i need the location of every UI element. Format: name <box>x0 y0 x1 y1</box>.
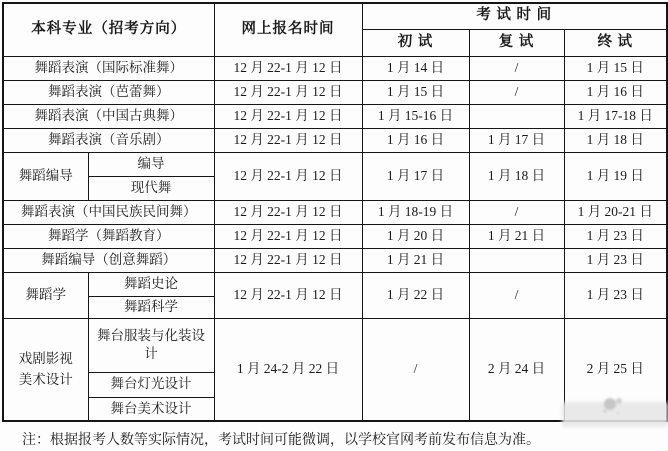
final-test-cell: 1 月 15 日 <box>564 56 667 80</box>
direction-cell: 舞蹈科学 <box>88 296 214 318</box>
registration-cell: 1 月 24-2 月 22 日 <box>214 318 362 421</box>
direction-cell: 舞台服装与化装设计 <box>88 318 214 372</box>
initial-test-cell: 1 月 22 日 <box>362 272 469 318</box>
direction-cell: 现代舞 <box>88 176 214 200</box>
initial-test-cell: 1 月 15 日 <box>362 80 469 104</box>
final-test-cell: 1 月 16 日 <box>564 80 667 104</box>
initial-test-cell: 1 月 14 日 <box>362 56 469 80</box>
exam-schedule-table <box>2 2 668 422</box>
second-test-cell: / <box>469 80 564 104</box>
direction-cell: 编导 <box>88 152 214 176</box>
registration-cell: 12 月 22-1 月 12 日 <box>214 224 362 248</box>
major-label: 戏剧影视美术设计 <box>18 350 73 388</box>
registration-cell: 12 月 22-1 月 12 日 <box>214 200 362 224</box>
final-test-cell: 2 月 25 日 <box>564 318 667 421</box>
final-test-cell: 1 月 17-18 日 <box>564 104 667 128</box>
final-test-cell: 1 月 23 日 <box>564 272 667 318</box>
initial-test-cell: 1 月 17 日 <box>362 152 469 200</box>
final-test-cell: 1 月 23 日 <box>564 224 667 248</box>
registration-cell: 12 月 22-1 月 12 日 <box>214 128 362 152</box>
second-test-cell: / <box>469 272 564 318</box>
initial-test-cell: 1 月 15-16 日 <box>362 104 469 128</box>
registration-cell: 12 月 22-1 月 12 日 <box>214 152 362 200</box>
final-test-cell: 1 月 19 日 <box>564 152 667 200</box>
second-test-cell <box>469 248 564 272</box>
registration-cell: 12 月 22-1 月 12 日 <box>214 104 362 128</box>
footnote: 注：根据报考人数等实际情况，考试时间可能微调，以学校官网考前发布信息为准。 <box>22 433 540 448</box>
major-cell: 舞蹈学（舞蹈教育） <box>3 224 214 248</box>
header-final-test: 终 试 <box>564 29 667 56</box>
initial-test-cell: 1 月 16 日 <box>362 128 469 152</box>
second-test-cell: / <box>469 56 564 80</box>
initial-test-cell: / <box>362 318 469 421</box>
major-cell: 舞蹈表演（音乐剧） <box>3 128 214 152</box>
major-cell: 舞蹈表演（中国古典舞） <box>3 104 214 128</box>
initial-test-cell: 1 月 20 日 <box>362 224 469 248</box>
final-test-cell: 1 月 18 日 <box>564 128 667 152</box>
registration-cell: 12 月 22-1 月 12 日 <box>214 248 362 272</box>
header-initial-test: 初 试 <box>362 29 469 56</box>
initial-test-cell: 1 月 21 日 <box>362 248 469 272</box>
registration-cell: 12 月 22-1 月 12 日 <box>214 56 362 80</box>
major-cell: 舞蹈编导（创意舞蹈） <box>3 248 214 272</box>
major-cell: 舞蹈编导 <box>3 152 88 200</box>
second-test-cell: 1 月 21 日 <box>469 224 564 248</box>
watermark-icon <box>604 398 616 410</box>
direction-cell: 舞台灯光设计 <box>88 372 214 397</box>
registration-cell: 12 月 22-1 月 12 日 <box>214 272 362 318</box>
major-cell: 舞蹈表演（国际标准舞） <box>3 56 214 80</box>
major-cell: 舞蹈表演（中国民族民间舞） <box>3 200 214 224</box>
header-second-test: 复 试 <box>469 29 564 56</box>
second-test-cell: / <box>469 200 564 224</box>
major-cell: 舞蹈表演（芭蕾舞） <box>3 80 214 104</box>
direction-cell: 舞蹈史论 <box>88 272 214 296</box>
major-cell <box>3 318 88 421</box>
registration-cell: 12 月 22-1 月 12 日 <box>214 80 362 104</box>
header-registration: 网上报名时间 <box>214 3 362 56</box>
major-cell: 舞蹈学 <box>3 272 88 318</box>
header-major: 本科专业（招考方向） <box>3 3 214 56</box>
second-test-cell: 1 月 18 日 <box>469 152 564 200</box>
final-test-cell: 1 月 20-21 日 <box>564 200 667 224</box>
second-test-cell: 1 月 17 日 <box>469 128 564 152</box>
second-test-cell: 2 月 24 日 <box>469 318 564 421</box>
second-test-cell <box>469 104 564 128</box>
initial-test-cell: 1 月 18-19 日 <box>362 200 469 224</box>
final-test-cell: 1 月 23 日 <box>564 248 667 272</box>
direction-cell: 舞台美术设计 <box>88 397 214 421</box>
header-exam-time: 考 试 时 间 <box>362 3 667 29</box>
